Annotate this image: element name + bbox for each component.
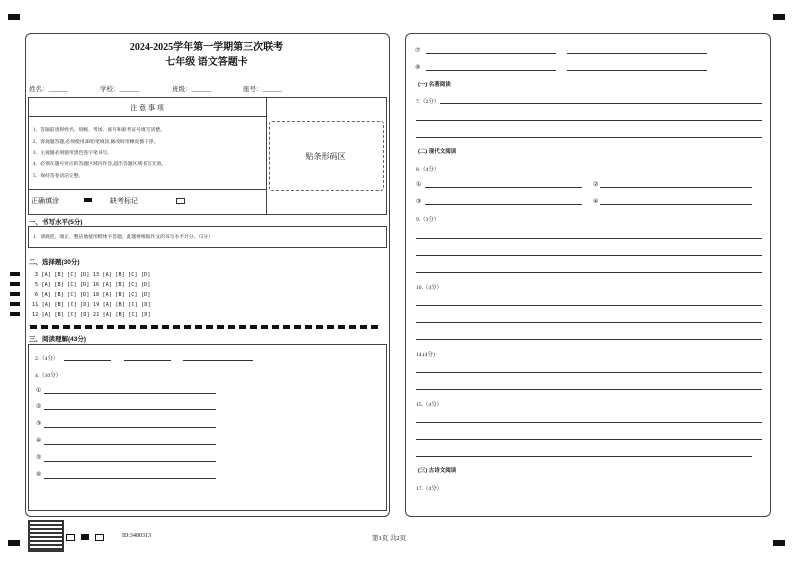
answer-line[interactable] [426, 53, 556, 54]
absent-mark-box[interactable] [176, 198, 185, 204]
notice-heading: 注 意 事 项 [130, 105, 164, 112]
page-indicator: 第1页 共2页 [372, 535, 407, 542]
answer-line[interactable] [416, 137, 762, 138]
circle-label: ④ [36, 438, 42, 444]
q10-label: 10.（4分） [416, 285, 443, 291]
sheet-id: ID:3480313 [122, 533, 151, 539]
answer-line[interactable] [416, 372, 762, 373]
notice-item: 2、客观题答题,必须使用2B铅笔填涂,修改时用橡皮擦干净。 [33, 140, 159, 145]
corner-mark-top-left [8, 14, 20, 20]
notice-divider [266, 97, 267, 214]
notice-item: 5、保持答卷清洁完整。 [33, 174, 84, 179]
q7-label: 7.（2分） [416, 99, 440, 105]
circle-label: ⑦ [415, 48, 421, 54]
absent-mark-label: 缺考标记 [110, 197, 138, 205]
answer-line[interactable] [416, 255, 762, 256]
circle-label: ④ [593, 199, 599, 205]
answer-line[interactable] [183, 360, 253, 361]
subsection-classics: (一) 名著阅读 [418, 82, 451, 88]
answer-line[interactable] [44, 393, 216, 394]
answer-line[interactable] [44, 409, 216, 410]
seat-field[interactable]: 座号：______ [243, 86, 282, 93]
answer-line[interactable] [567, 53, 707, 54]
answer-line[interactable] [425, 204, 582, 205]
q4-label: 4.（10分） [35, 373, 62, 379]
corner-mark-bottom-right [773, 540, 785, 546]
timing-mark [10, 302, 20, 306]
page-mark-box [66, 534, 75, 541]
notice-heading-rule [28, 116, 267, 117]
circle-label: ① [36, 388, 42, 394]
answer-line[interactable] [416, 272, 762, 273]
section-reading-title: 三、阅读理解(43分) [29, 336, 87, 343]
circle-label: ① [416, 182, 422, 188]
choice-separator [30, 325, 382, 329]
answer-line[interactable] [416, 422, 762, 423]
circle-label: ⑥ [36, 472, 42, 478]
circle-label: ③ [36, 421, 42, 427]
q15-label: 15.（4分） [416, 402, 443, 408]
answer-line[interactable] [440, 103, 762, 104]
choice-row[interactable]: 11 [A] [B] [C] [D] 19 [A] [B] [C] [D] [32, 302, 151, 308]
fill-rule [28, 189, 267, 190]
choice-row[interactable]: 6 [A] [B] [C] [D] 18 [A] [B] [C] [D] [35, 292, 151, 298]
answer-line[interactable] [124, 360, 171, 361]
circle-label: ② [36, 404, 42, 410]
notice-item: 4、必须在题号对应的答题区域内作答,超出答题区域书写无效。 [33, 162, 167, 167]
circle-label: ② [593, 182, 599, 188]
answer-line[interactable] [416, 305, 762, 306]
answer-line[interactable] [425, 187, 582, 188]
timing-mark [10, 292, 20, 296]
q17-label: 17.（4分） [416, 486, 443, 492]
choice-row[interactable]: 12 [A] [B] [C] [D] 21 [A] [B] [C] [D] [32, 312, 151, 318]
writing-instruction: 1．请规范、端正、整洁地使用楷体字答题，此题将根据作文的书写水平计分。（5分） [33, 235, 213, 240]
subsection-classical: (三) 古诗文阅读 [418, 468, 457, 474]
section-choice-title: 二、选择题(30分) [29, 259, 80, 266]
q9-label: 9.（3分） [416, 217, 440, 223]
answer-line[interactable] [416, 389, 762, 390]
answer-line[interactable] [44, 427, 216, 428]
q14-label: 14.(4分) [416, 352, 435, 358]
answer-line[interactable] [416, 339, 762, 340]
answer-line[interactable] [416, 120, 762, 121]
answer-line[interactable] [416, 322, 762, 323]
answer-line[interactable] [44, 478, 216, 479]
class-field[interactable]: 班级：______ [172, 86, 211, 93]
page-mark-fill [81, 534, 89, 540]
answer-line[interactable] [600, 187, 752, 188]
answer-line[interactable] [44, 461, 216, 462]
choice-row[interactable]: 5 [A] [B] [C] [D] 16 [A] [B] [C] [D] [35, 282, 151, 288]
timing-mark [10, 282, 20, 286]
answer-line[interactable] [426, 70, 556, 71]
timing-mark [10, 312, 20, 316]
notice-item: 3、主观题必须使用黑色签字笔书写。 [33, 151, 113, 156]
page-mark-box [95, 534, 104, 541]
answer-line[interactable] [64, 360, 111, 361]
corner-mark-bottom-left [8, 540, 20, 546]
school-field[interactable]: 学校：______ [100, 86, 139, 93]
section-writing-title: 一、书写水平(5分) [29, 219, 83, 226]
choice-row[interactable]: 3 [A] [B] [C] [D] 13 [A] [B] [C] [D] [35, 272, 151, 278]
answer-line[interactable] [44, 444, 216, 445]
answer-line[interactable] [416, 238, 762, 239]
sheet-title: 2024-2025学年第一学期第三次联考 [129, 42, 284, 53]
qr-code [28, 520, 64, 552]
answer-line[interactable] [567, 70, 707, 71]
answer-line[interactable] [600, 204, 752, 205]
correct-fill-label: 正确填涂 [31, 197, 59, 205]
timing-mark [10, 272, 20, 276]
circle-label: ⑤ [36, 455, 42, 461]
sheet-subtitle: 七年级 语文答题卡 [165, 57, 248, 68]
corner-mark-top-right [773, 14, 785, 20]
correct-fill-sample [84, 198, 92, 202]
answer-line[interactable] [416, 456, 752, 457]
circle-label: ③ [416, 199, 422, 205]
barcode-label: 贴条形码区 [305, 152, 346, 161]
right-answer-panel [405, 33, 771, 517]
circle-label: ⑧ [415, 65, 421, 71]
q2-label: 2.（4分） [35, 356, 59, 362]
q8-label: 8.（4分） [416, 167, 440, 173]
notice-item: 1、答题前请将姓名、班级、考场、座号和准考证号填写清楚。 [33, 128, 165, 133]
name-field[interactable]: 姓名：______ [29, 86, 68, 93]
subsection-modern: (二) 现代文阅读 [418, 149, 457, 155]
answer-line[interactable] [416, 439, 762, 440]
